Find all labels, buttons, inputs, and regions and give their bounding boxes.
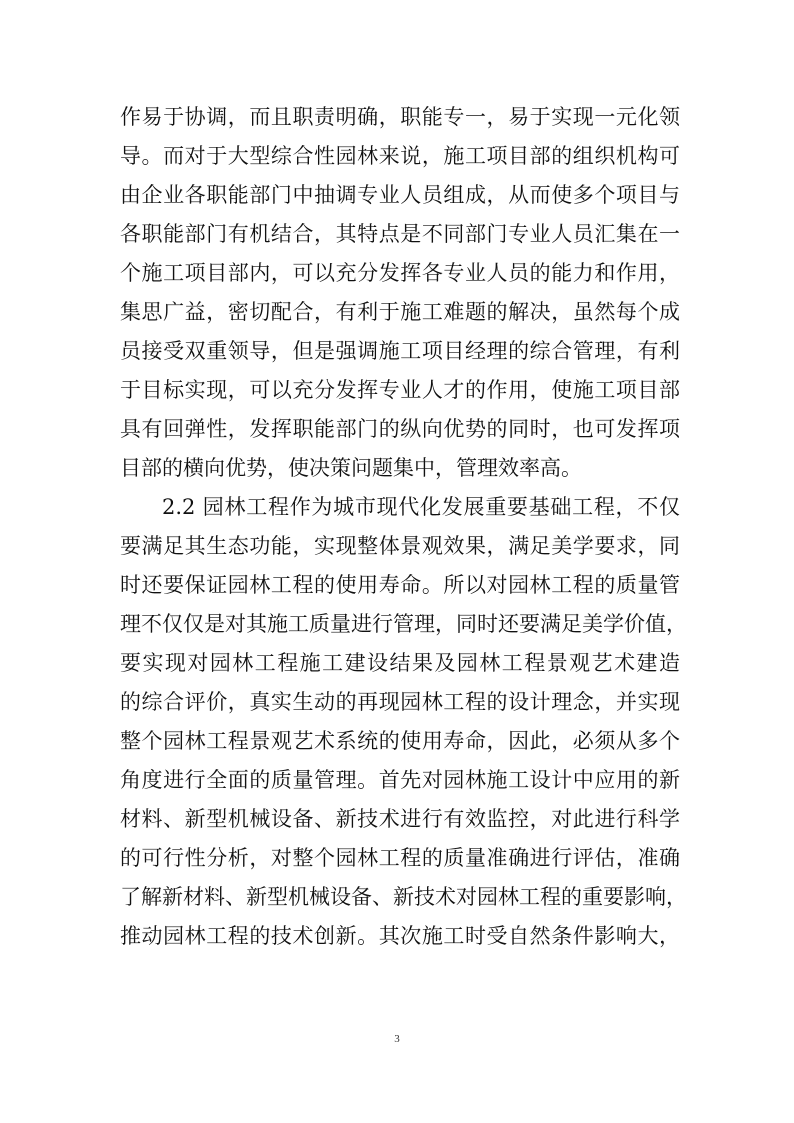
text-line: 员接受双重领导，但是强调施工项目经理的综合管理，有利 [120,339,680,363]
text-line: 材料、新型机械设备、新技术进行有效监控，对此进行科学 [120,807,680,831]
text-line: 导。而对于大型综合性园林来说，施工项目部的组织机构可 [120,144,680,168]
paragraph-1 [120,98,680,488]
paragraph-2 [120,488,687,956]
text-line: 作易于协调，而且职责明确，职能专一，易于实现一元化领 [120,105,680,129]
text-line: 目部的横向优势，使决策问题集中，管理效率高。 [120,456,582,480]
text-line: 的可行性分析，对整个园林工程的质量准确进行评估，准确 [120,846,680,870]
text-line: 2.2 园林工程作为城市现代化发展重要基础工程，不仅 [162,495,680,519]
text-line: 角度进行全面的质量管理。首先对园林施工设计中应用的新 [120,768,680,792]
text-line: 了解新材料、新型机械设备、新技术对园林工程的重要影响， [120,885,687,909]
text-line: 具有回弹性，发挥职能部门的纵向优势的同时，也可发挥项 [120,417,680,441]
text-line: 个施工项目部内，可以充分发挥各专业人员的能力和作用， [120,261,680,285]
text-line: 由企业各职能部门中抽调专业人员组成，从而使多个项目与 [120,183,680,207]
text-line: 于目标实现，可以充分发挥专业人才的作用，使施工项目部 [120,378,680,402]
text-line: 各职能部门有机结合，其特点是不同部门专业人员汇集在一 [120,222,680,246]
text-line: 整个园林工程景观艺术系统的使用寿命，因此，必须从多个 [120,729,680,753]
text-line: 时还要保证园林工程的使用寿命。所以对园林工程的质量管 [120,573,680,597]
text-line: 要满足其生态功能，实现整体景观效果，满足美学要求，同 [120,534,680,558]
text-line: 的综合评价，真实生动的再现园林工程的设计理念，并实现 [120,690,680,714]
text-line: 推动园林工程的技术创新。其次施工时受自然条件影响大， [120,924,680,948]
body-text [120,98,687,956]
text-line: 集思广益，密切配合，有利于施工难题的解决，虽然每个成 [120,300,680,324]
text-line: 要实现对园林工程施工建设结果及园林工程景观艺术建造 [120,651,680,675]
page-number: 3 [394,1033,400,1045]
text-line: 理不仅仅是对其施工质量进行管理，同时还要满足美学价值， [120,612,687,636]
